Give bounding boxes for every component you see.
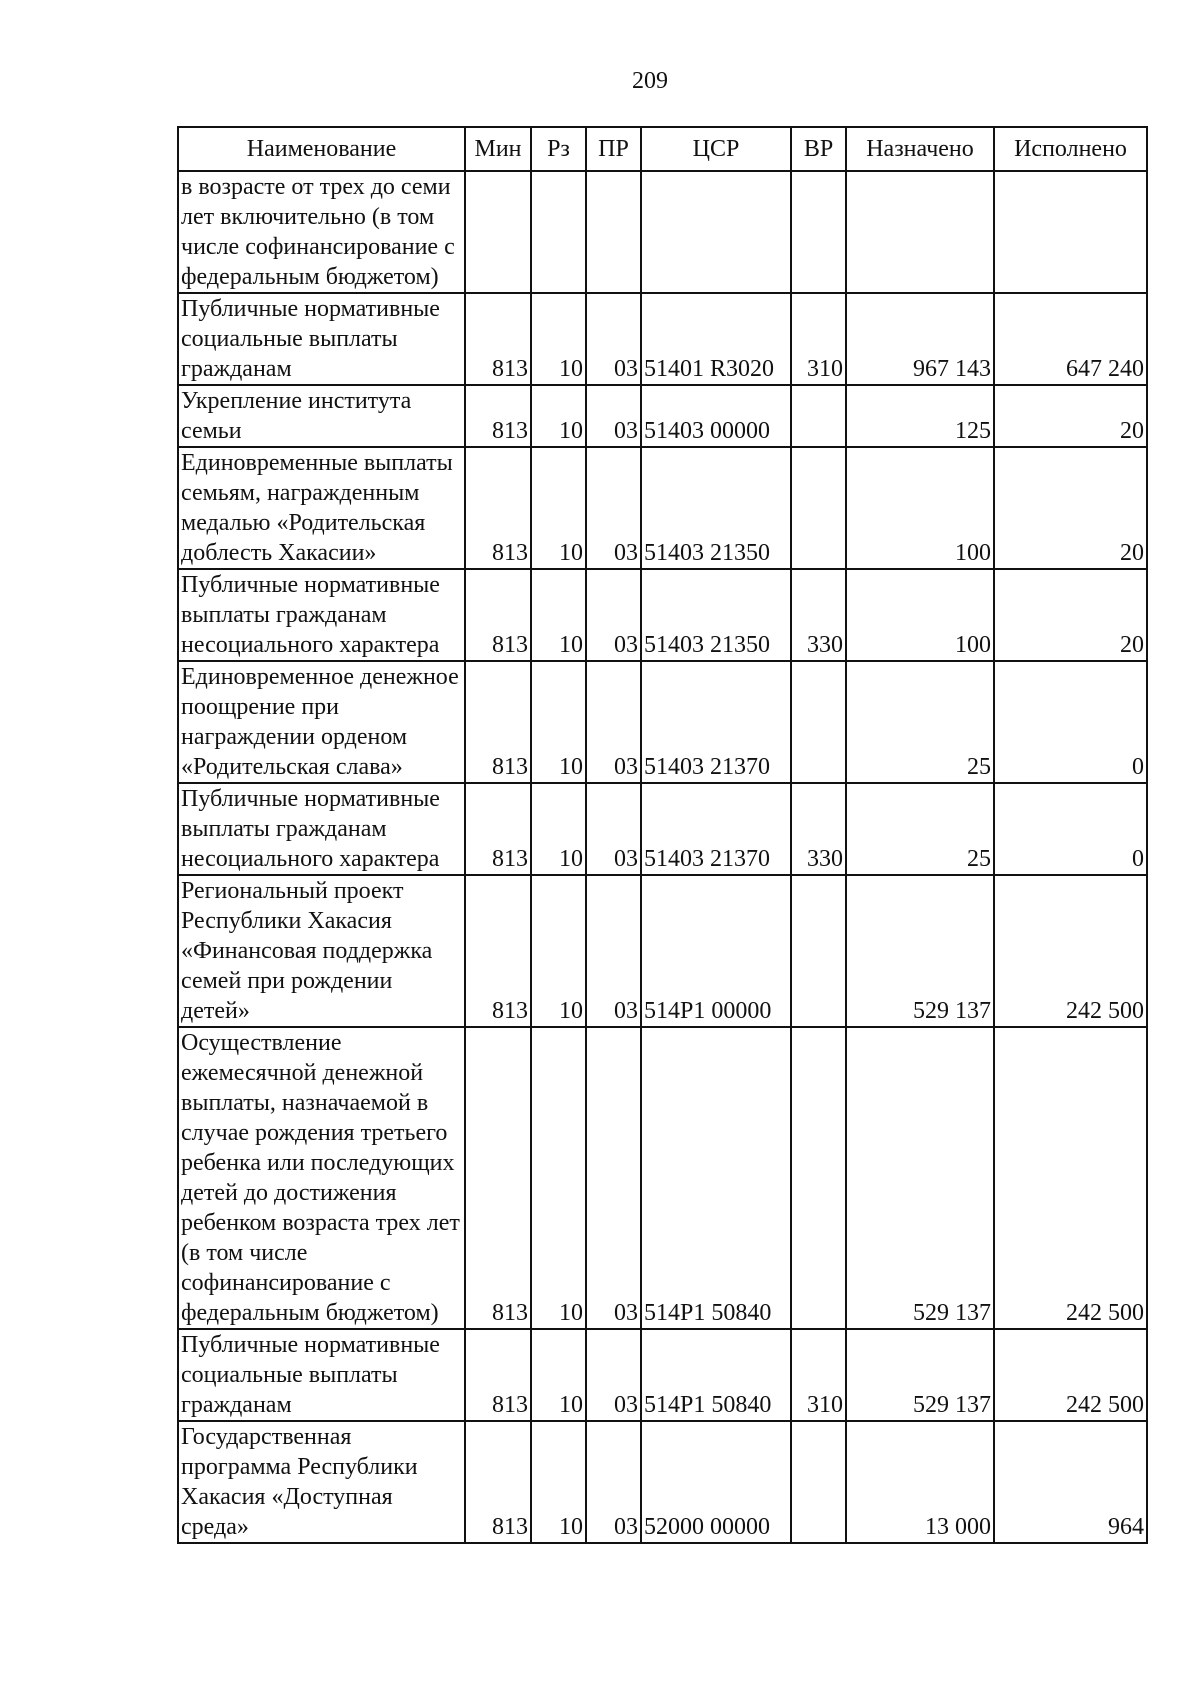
row-name: Публичные нормативные выплаты гражданам несоциального характера — [178, 783, 465, 875]
row-csr: 51403 21370 — [641, 783, 791, 875]
row-assigned: 967 143 — [846, 293, 994, 385]
row-csr: 51403 00000 — [641, 385, 791, 447]
row-pr: 03 — [586, 1329, 641, 1421]
row-assigned: 100 — [846, 569, 994, 661]
row-csr: 514P1 50840 — [641, 1027, 791, 1329]
row-assigned: 25 — [846, 661, 994, 783]
row-executed: 20 — [994, 447, 1147, 569]
row-min: 813 — [465, 661, 531, 783]
row-min: 813 — [465, 293, 531, 385]
row-pr: 03 — [586, 1027, 641, 1329]
row-rz: 10 — [531, 1027, 586, 1329]
header-csr: ЦСР — [641, 127, 791, 171]
row-vr — [791, 875, 846, 1027]
row-pr: 03 — [586, 661, 641, 783]
table-row — [178, 661, 1147, 783]
row-rz: 10 — [531, 661, 586, 783]
row-min: 813 — [465, 1027, 531, 1329]
row-assigned — [846, 171, 994, 293]
row-assigned: 125 — [846, 385, 994, 447]
row-vr — [791, 1027, 846, 1329]
row-name: Публичные нормативные выплаты гражданам несоциального характера — [178, 569, 465, 661]
row-name: Единовременные выплаты семьям, награжденным медалью «Родительская доблесть Хакасии» — [178, 447, 465, 569]
header-executed: Исполнено — [994, 127, 1147, 171]
row-pr: 03 — [586, 447, 641, 569]
row-rz: 10 — [531, 447, 586, 569]
page-number: 209 — [632, 68, 668, 94]
row-assigned: 529 137 — [846, 1027, 994, 1329]
row-vr — [791, 171, 846, 293]
row-rz: 10 — [531, 1329, 586, 1421]
row-csr: 514P1 00000 — [641, 875, 791, 1027]
header-min: Мин — [465, 127, 531, 171]
table-header-row — [178, 127, 1147, 171]
table-row — [178, 1421, 1147, 1543]
row-csr: 52000 00000 — [641, 1421, 791, 1543]
table-row — [178, 171, 1147, 293]
row-executed: 242 500 — [994, 1329, 1147, 1421]
row-csr: 51401 R3020 — [641, 293, 791, 385]
table-row — [178, 1329, 1147, 1421]
row-name: Региональный проект Республики Хакасия «Финансовая поддержка семей при рождении детей» — [178, 875, 465, 1027]
row-vr: 330 — [791, 783, 846, 875]
row-assigned: 100 — [846, 447, 994, 569]
row-assigned: 529 137 — [846, 1329, 994, 1421]
row-name: Публичные нормативные социальные выплаты гражданам — [178, 293, 465, 385]
row-assigned: 529 137 — [846, 875, 994, 1027]
row-min: 813 — [465, 447, 531, 569]
row-executed: 647 240 — [994, 293, 1147, 385]
row-min: 813 — [465, 569, 531, 661]
table-row — [178, 875, 1147, 1027]
table-row — [178, 385, 1147, 447]
row-executed: 20 — [994, 569, 1147, 661]
row-assigned: 25 — [846, 783, 994, 875]
row-pr: 03 — [586, 875, 641, 1027]
header-name: Наименование — [178, 127, 465, 171]
row-csr — [641, 171, 791, 293]
row-min: 813 — [465, 1421, 531, 1543]
header-pr: ПР — [586, 127, 641, 171]
header-assigned: Назначено — [846, 127, 994, 171]
table-row — [178, 447, 1147, 569]
row-vr — [791, 1421, 846, 1543]
row-vr — [791, 385, 846, 447]
row-executed: 20 — [994, 385, 1147, 447]
row-name: Укрепление института семьи — [178, 385, 465, 447]
table-row — [178, 569, 1147, 661]
row-min: 813 — [465, 385, 531, 447]
row-executed: 242 500 — [994, 875, 1147, 1027]
row-csr: 514P1 50840 — [641, 1329, 791, 1421]
row-rz: 10 — [531, 783, 586, 875]
table-row — [178, 293, 1147, 385]
row-assigned: 13 000 — [846, 1421, 994, 1543]
row-name: Государственная программа Республики Хакасия «Доступная среда» — [178, 1421, 465, 1543]
row-pr: 03 — [586, 569, 641, 661]
row-vr: 330 — [791, 569, 846, 661]
row-rz: 10 — [531, 1421, 586, 1543]
row-name: Осуществление ежемесячной денежной выплаты, назначаемой в случае рождения третьего ребенка или последующих детей до достижения ребенком возраста трех лет (в том числе софинансирование с федеральным бюджетом) — [178, 1027, 465, 1329]
row-vr — [791, 661, 846, 783]
row-rz: 10 — [531, 293, 586, 385]
row-executed — [994, 171, 1147, 293]
row-csr: 51403 21370 — [641, 661, 791, 783]
row-min — [465, 171, 531, 293]
row-min: 813 — [465, 1329, 531, 1421]
row-csr: 51403 21350 — [641, 447, 791, 569]
row-rz: 10 — [531, 385, 586, 447]
row-rz: 10 — [531, 569, 586, 661]
table-row — [178, 1027, 1147, 1329]
row-pr: 03 — [586, 783, 641, 875]
row-executed: 0 — [994, 783, 1147, 875]
row-executed: 0 — [994, 661, 1147, 783]
header-rz: Рз — [531, 127, 586, 171]
row-min: 813 — [465, 875, 531, 1027]
row-pr: 03 — [586, 293, 641, 385]
row-pr: 03 — [586, 1421, 641, 1543]
row-vr: 310 — [791, 1329, 846, 1421]
row-csr: 51403 21350 — [641, 569, 791, 661]
row-pr: 03 — [586, 385, 641, 447]
row-vr: 310 — [791, 293, 846, 385]
row-pr — [586, 171, 641, 293]
row-vr — [791, 447, 846, 569]
row-executed: 964 — [994, 1421, 1147, 1543]
row-rz: 10 — [531, 875, 586, 1027]
row-min: 813 — [465, 783, 531, 875]
budget-table — [177, 126, 1148, 1544]
row-name: в возрасте от трех до семи лет включительно (в том числе софинансирование с федеральным бюджетом) — [178, 171, 465, 293]
table-row — [178, 783, 1147, 875]
header-vr: ВР — [791, 127, 846, 171]
row-name: Единовременное денежное поощрение при награждении орденом «Родительская слава» — [178, 661, 465, 783]
row-executed: 242 500 — [994, 1027, 1147, 1329]
row-rz — [531, 171, 586, 293]
row-name: Публичные нормативные социальные выплаты гражданам — [178, 1329, 465, 1421]
